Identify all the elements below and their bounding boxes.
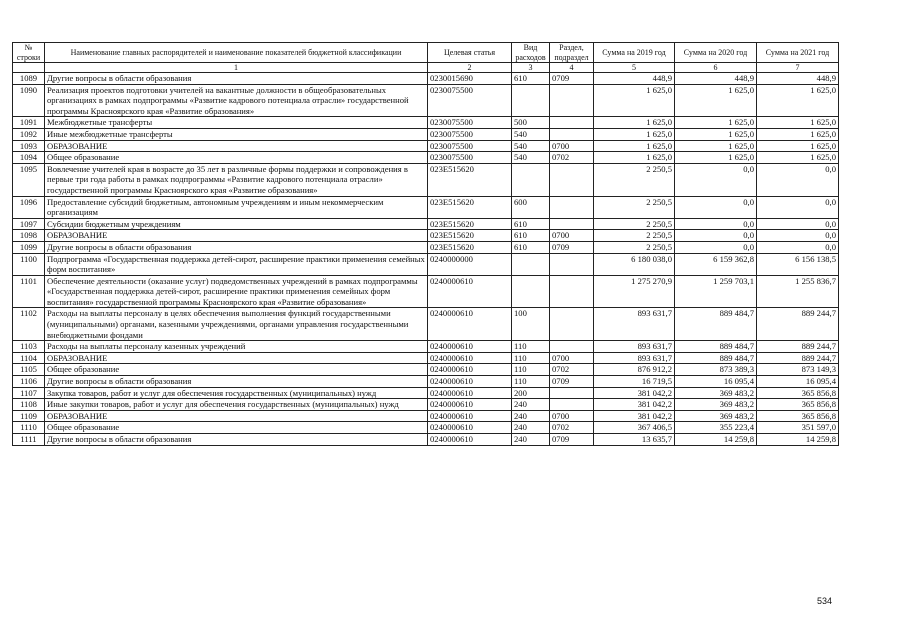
row-name: ОБРАЗОВАНИЕ	[45, 230, 428, 242]
sum-2021: 351 597,0	[757, 422, 839, 434]
target-code: 0240000610	[428, 422, 512, 434]
row-number: 1092	[13, 128, 45, 140]
sum-2019: 381 042,2	[594, 399, 675, 411]
target-code: 0230075500	[428, 128, 512, 140]
sum-2021: 365 856,8	[757, 387, 839, 399]
header-target: Целевая статья	[428, 43, 512, 63]
target-code: 0240000610	[428, 352, 512, 364]
sum-2021: 0,0	[757, 218, 839, 230]
sum-2021: 14 259,8	[757, 434, 839, 446]
table-row	[13, 387, 839, 399]
sum-2020: 6 159 362,8	[675, 253, 757, 275]
target-code: 0240000610	[428, 410, 512, 422]
row-name: ОБРАЗОВАНИЕ	[45, 140, 428, 152]
sum-2021: 448,9	[757, 73, 839, 85]
section-code	[550, 399, 594, 411]
expense-kind	[512, 84, 550, 117]
expense-kind: 100	[512, 308, 550, 341]
column-index: 7	[757, 63, 839, 73]
sum-2020: 889 484,7	[675, 308, 757, 341]
sum-2021: 1 625,0	[757, 140, 839, 152]
target-code: 0240000610	[428, 376, 512, 388]
table-row	[13, 399, 839, 411]
row-name: Расходы на выплаты персоналу в целях обеспечения выполнения функций государственными (муниципальными) органами, казенными учреждениями, органами управления государственными внебюджетными фондами	[45, 308, 428, 341]
section-code	[550, 253, 594, 275]
sum-2020: 1 259 703,1	[675, 275, 757, 308]
sum-2019: 381 042,2	[594, 387, 675, 399]
column-index	[13, 63, 45, 73]
table-row	[13, 364, 839, 376]
row-number: 1095	[13, 163, 45, 196]
sum-2019: 1 625,0	[594, 128, 675, 140]
table-body	[13, 73, 839, 446]
section-code	[550, 218, 594, 230]
sum-2021: 365 856,8	[757, 399, 839, 411]
sum-2019: 893 631,7	[594, 352, 675, 364]
table-row	[13, 341, 839, 353]
row-name: Обеспечение деятельности (оказание услуг) подведомственных учреждений в рамках подпрограммы «Государственная поддержка детей-сирот, расширение практики применения семейных форм воспитания» государственной программы Красноярского края «Развитие образования»	[45, 275, 428, 308]
row-name: Общее образование	[45, 422, 428, 434]
table-row	[13, 422, 839, 434]
row-name: Другие вопросы в области образования	[45, 434, 428, 446]
table-row	[13, 117, 839, 129]
header-row	[13, 43, 839, 63]
target-code: 023E515620	[428, 241, 512, 253]
header-sum-2019: Сумма на 2019 год	[594, 43, 675, 63]
expense-kind: 610	[512, 241, 550, 253]
row-number: 1101	[13, 275, 45, 308]
sum-2021: 1 625,0	[757, 152, 839, 164]
sum-2020: 1 625,0	[675, 140, 757, 152]
sum-2021: 0,0	[757, 163, 839, 196]
section-code: 0700	[550, 230, 594, 242]
page-number: 534	[817, 596, 833, 606]
sum-2020: 14 259,8	[675, 434, 757, 446]
column-index: 6	[675, 63, 757, 73]
sum-2019: 2 250,5	[594, 163, 675, 196]
expense-kind: 240	[512, 399, 550, 411]
header-kind: Вид расходов	[512, 43, 550, 63]
section-code: 0709	[550, 73, 594, 85]
section-code: 0700	[550, 140, 594, 152]
sum-2021: 889 244,7	[757, 341, 839, 353]
sum-2021: 1 625,0	[757, 84, 839, 117]
sum-2021: 365 856,8	[757, 410, 839, 422]
section-code: 0709	[550, 241, 594, 253]
target-code: 0240000610	[428, 308, 512, 341]
table-row	[13, 128, 839, 140]
sum-2021: 889 244,7	[757, 352, 839, 364]
sum-2019: 876 912,2	[594, 364, 675, 376]
row-number: 1100	[13, 253, 45, 275]
target-code: 0240000000	[428, 253, 512, 275]
table-row	[13, 196, 839, 218]
row-name: ОБРАЗОВАНИЕ	[45, 410, 428, 422]
expense-kind: 600	[512, 196, 550, 218]
column-index-row	[13, 63, 839, 73]
sum-2019: 13 635,7	[594, 434, 675, 446]
section-code: 0700	[550, 352, 594, 364]
expense-kind: 110	[512, 352, 550, 364]
expense-kind: 540	[512, 128, 550, 140]
sum-2021: 889 244,7	[757, 308, 839, 341]
row-name: Другие вопросы в области образования	[45, 376, 428, 388]
row-name: Другие вопросы в области образования	[45, 73, 428, 85]
row-number: 1111	[13, 434, 45, 446]
expense-kind: 110	[512, 376, 550, 388]
sum-2021: 873 149,3	[757, 364, 839, 376]
sum-2019: 1 275 270,9	[594, 275, 675, 308]
header-name: Наименование главных распорядителей и наименование показателей бюджетной классификации	[45, 43, 428, 63]
row-name: Субсидии бюджетным учреждениям	[45, 218, 428, 230]
section-code	[550, 196, 594, 218]
expense-kind: 110	[512, 341, 550, 353]
sum-2020: 0,0	[675, 241, 757, 253]
sum-2019: 1 625,0	[594, 84, 675, 117]
row-number: 1108	[13, 399, 45, 411]
sum-2021: 0,0	[757, 230, 839, 242]
table-row	[13, 352, 839, 364]
sum-2020: 889 484,7	[675, 341, 757, 353]
row-number: 1110	[13, 422, 45, 434]
sum-2020: 0,0	[675, 230, 757, 242]
row-name: Межбюджетные трансферты	[45, 117, 428, 129]
expense-kind: 500	[512, 117, 550, 129]
row-number: 1109	[13, 410, 45, 422]
target-code: 0240000610	[428, 434, 512, 446]
sum-2020: 0,0	[675, 163, 757, 196]
sum-2019: 6 180 038,0	[594, 253, 675, 275]
sum-2019: 2 250,5	[594, 230, 675, 242]
expense-kind: 540	[512, 140, 550, 152]
sum-2019: 367 406,5	[594, 422, 675, 434]
sum-2019: 893 631,7	[594, 341, 675, 353]
sum-2020: 873 389,3	[675, 364, 757, 376]
row-number: 1096	[13, 196, 45, 218]
sum-2021: 1 255 836,7	[757, 275, 839, 308]
sum-2021: 1 625,0	[757, 117, 839, 129]
expense-kind: 240	[512, 422, 550, 434]
table-row	[13, 163, 839, 196]
row-number: 1107	[13, 387, 45, 399]
expense-kind	[512, 275, 550, 308]
table-row	[13, 308, 839, 341]
expense-kind	[512, 253, 550, 275]
header-section: Раздел, подраздел	[550, 43, 594, 63]
expense-kind: 610	[512, 73, 550, 85]
sum-2020: 369 483,2	[675, 387, 757, 399]
table-row	[13, 434, 839, 446]
table-row	[13, 275, 839, 308]
row-name: Подпрограмма «Государственная поддержка детей-сирот, расширение практики применения семейных форм воспитания»	[45, 253, 428, 275]
section-code: 0700	[550, 410, 594, 422]
row-number: 1097	[13, 218, 45, 230]
sum-2019: 2 250,5	[594, 218, 675, 230]
row-number: 1089	[13, 73, 45, 85]
column-index: 2	[428, 63, 512, 73]
table-row	[13, 218, 839, 230]
target-code: 0240000610	[428, 387, 512, 399]
row-number: 1098	[13, 230, 45, 242]
section-code	[550, 128, 594, 140]
sum-2019: 2 250,5	[594, 241, 675, 253]
header-sum-2021: Сумма на 2021 год	[757, 43, 839, 63]
sum-2021: 0,0	[757, 196, 839, 218]
row-name: Другие вопросы в области образования	[45, 241, 428, 253]
section-code: 0709	[550, 434, 594, 446]
row-number: 1094	[13, 152, 45, 164]
sum-2019: 1 625,0	[594, 117, 675, 129]
target-code: 0240000610	[428, 341, 512, 353]
section-code: 0709	[550, 376, 594, 388]
table-row	[13, 253, 839, 275]
section-code: 0702	[550, 422, 594, 434]
table-row	[13, 152, 839, 164]
target-code: 0240000610	[428, 364, 512, 376]
header-sum-2020: Сумма на 2020 год	[675, 43, 757, 63]
sum-2020: 0,0	[675, 196, 757, 218]
budget-table	[12, 42, 839, 446]
expense-kind: 240	[512, 410, 550, 422]
sum-2020: 369 483,2	[675, 410, 757, 422]
section-code	[550, 163, 594, 196]
expense-kind: 240	[512, 434, 550, 446]
row-name: Иные закупки товаров, работ и услуг для обеспечения государственных (муниципальных) нужд	[45, 399, 428, 411]
sum-2020: 889 484,7	[675, 352, 757, 364]
sum-2019: 1 625,0	[594, 140, 675, 152]
section-code	[550, 275, 594, 308]
header-row-no: № строки	[13, 43, 45, 63]
sum-2019: 2 250,5	[594, 196, 675, 218]
target-code: 0240000610	[428, 399, 512, 411]
sum-2021: 1 625,0	[757, 128, 839, 140]
section-code	[550, 387, 594, 399]
section-code: 0702	[550, 152, 594, 164]
row-number: 1099	[13, 241, 45, 253]
column-index: 4	[550, 63, 594, 73]
row-name: Расходы на выплаты персоналу казенных учреждений	[45, 341, 428, 353]
column-index: 1	[45, 63, 428, 73]
sum-2020: 0,0	[675, 218, 757, 230]
table-row	[13, 376, 839, 388]
column-index: 3	[512, 63, 550, 73]
row-number: 1104	[13, 352, 45, 364]
sum-2020: 1 625,0	[675, 128, 757, 140]
row-name: Общее образование	[45, 152, 428, 164]
expense-kind: 610	[512, 230, 550, 242]
expense-kind: 200	[512, 387, 550, 399]
target-code: 0230075500	[428, 117, 512, 129]
row-name: ОБРАЗОВАНИЕ	[45, 352, 428, 364]
sum-2021: 16 095,4	[757, 376, 839, 388]
row-number: 1105	[13, 364, 45, 376]
sum-2019: 893 631,7	[594, 308, 675, 341]
table-row	[13, 73, 839, 85]
sum-2021: 0,0	[757, 241, 839, 253]
target-code: 0230075500	[428, 84, 512, 117]
row-name: Закупка товаров, работ и услуг для обеспечения государственных (муниципальных) нужд	[45, 387, 428, 399]
table-row	[13, 241, 839, 253]
sum-2019: 381 042,2	[594, 410, 675, 422]
table-row	[13, 140, 839, 152]
row-name: Общее образование	[45, 364, 428, 376]
section-code	[550, 84, 594, 117]
sum-2019: 16 719,5	[594, 376, 675, 388]
table-row	[13, 84, 839, 117]
sum-2020: 1 625,0	[675, 152, 757, 164]
sum-2020: 448,9	[675, 73, 757, 85]
sum-2020: 1 625,0	[675, 84, 757, 117]
target-code: 0230075500	[428, 152, 512, 164]
sum-2020: 16 095,4	[675, 376, 757, 388]
row-number: 1090	[13, 84, 45, 117]
section-code	[550, 117, 594, 129]
sum-2021: 6 156 138,5	[757, 253, 839, 275]
target-code: 023E515620	[428, 196, 512, 218]
expense-kind: 540	[512, 152, 550, 164]
section-code	[550, 341, 594, 353]
expense-kind	[512, 163, 550, 196]
sum-2019: 1 625,0	[594, 152, 675, 164]
sum-2020: 369 483,2	[675, 399, 757, 411]
row-name: Иные межбюджетные трансферты	[45, 128, 428, 140]
target-code: 0230015690	[428, 73, 512, 85]
row-number: 1106	[13, 376, 45, 388]
section-code: 0702	[550, 364, 594, 376]
sum-2020: 355 223,4	[675, 422, 757, 434]
expense-kind: 610	[512, 218, 550, 230]
section-code	[550, 308, 594, 341]
table-row	[13, 410, 839, 422]
target-code: 0230075500	[428, 140, 512, 152]
sum-2020: 1 625,0	[675, 117, 757, 129]
target-code: 0240000610	[428, 275, 512, 308]
row-number: 1103	[13, 341, 45, 353]
expense-kind: 110	[512, 364, 550, 376]
row-name: Предоставление субсидий бюджетным, автономным учреждениям и иным некоммерческим организациям	[45, 196, 428, 218]
row-number: 1102	[13, 308, 45, 341]
table-row	[13, 230, 839, 242]
row-number: 1093	[13, 140, 45, 152]
row-number: 1091	[13, 117, 45, 129]
column-index: 5	[594, 63, 675, 73]
row-name: Вовлечение учителей края в возрасте до 35 лет в различные формы поддержки и сопровождения в первые три года работы в рамках подпрограммы «Развитие кадрового потенциала отрасли» государственной программы Красноярского края «Развитие образования»	[45, 163, 428, 196]
target-code: 023E515620	[428, 218, 512, 230]
target-code: 023E515620	[428, 230, 512, 242]
sum-2019: 448,9	[594, 73, 675, 85]
row-name: Реализация проектов подготовки учителей на вакантные должности в общеобразовательных организациях в рамках подпрограммы «Развитие кадрового потенциала отрасли» государственной программы Красноярского края «Развитие образования»	[45, 84, 428, 117]
target-code: 023E515620	[428, 163, 512, 196]
